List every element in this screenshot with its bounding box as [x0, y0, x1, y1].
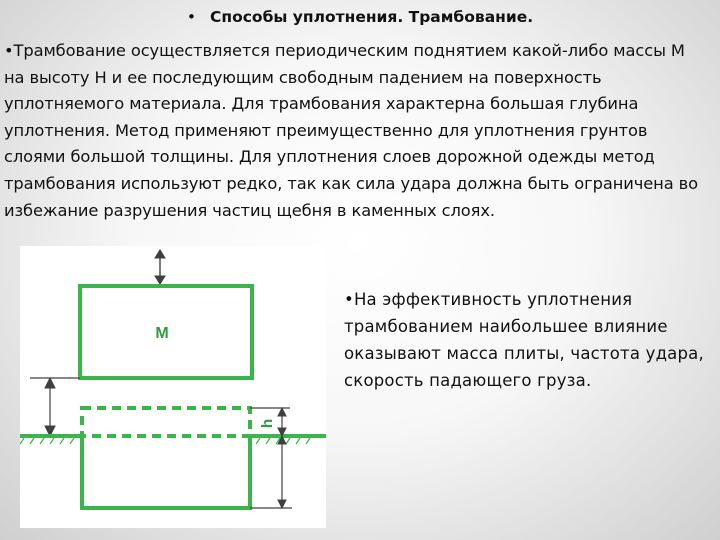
top-dimension-arrow [155, 250, 165, 286]
paragraph-bullet: • [4, 41, 14, 60]
title-bullet: • [186, 8, 196, 26]
title-text: Способы уплотнения. Трамбование. [210, 8, 534, 26]
slide-title [0, 8, 720, 26]
side-note-text: На эффективность уплотнения трамбованием наибольшее влияние оказывают масса плиты, частота удара, скорость падающего груза. [344, 290, 704, 390]
mass-label: М [155, 325, 169, 342]
tamping-diagram-svg [20, 246, 326, 528]
height-label: h [259, 418, 276, 428]
paragraph-text: Трамбование осуществляется периодическим поднятием какой-либо массы М на высоту Н и ее последующим свободным падением на поверхность уплотняемого материала. Для трамбования характерна большая глубина уплотнения. Метод применяют преимущественно для уплотнения грунтов слоями большой толщины. Для уплотнения слоев дорожной одежды метод трамбования используют редко, так как сила удара должна быть ограничена во избежание разрушения частиц щебня в каменных слоях. [4, 41, 699, 220]
side-note-bullet: • [344, 290, 354, 309]
drop-height-dimension [30, 378, 80, 436]
ground-and-block [20, 436, 326, 508]
dashed-block-outline [82, 408, 250, 436]
side-note [344, 286, 704, 394]
tamping-diagram [20, 246, 326, 528]
main-paragraph [4, 38, 704, 224]
